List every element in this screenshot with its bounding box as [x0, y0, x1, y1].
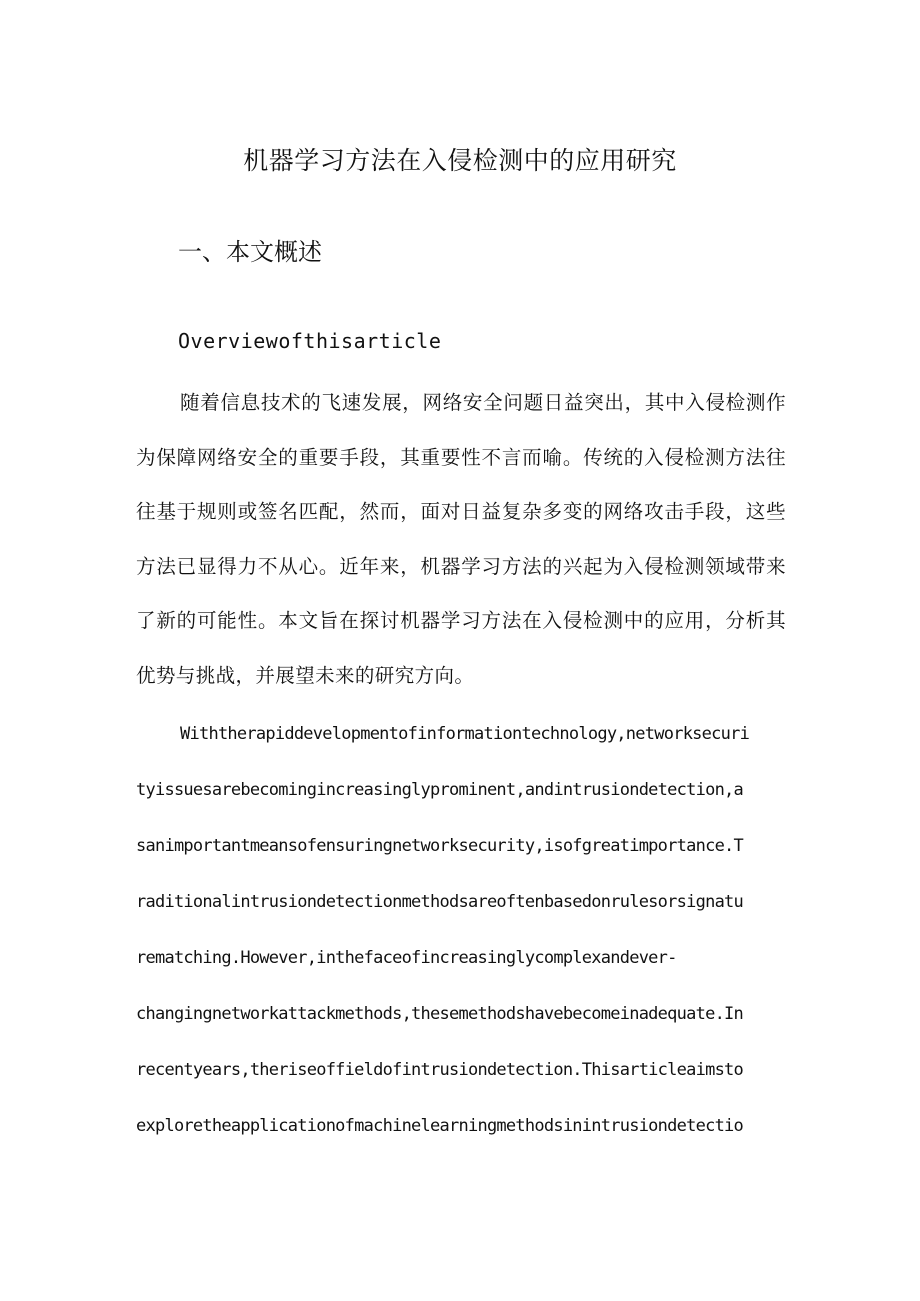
- english-line: recentyears,theriseoffieldofintrusiondetection.Thisarticleaimsto: [136, 1060, 744, 1080]
- section-heading: 一、本文概述: [178, 238, 322, 266]
- english-line: exploretheapplicationofmachinelearningmethodsinintrusiondetectio: [136, 1116, 744, 1136]
- english-line: raditionalintrusiondetectionmethodsareoftenbasedonrulesorsignatu: [136, 892, 744, 912]
- english-line: rematching.However,inthefaceofincreasinglycomplexandever-: [136, 948, 677, 968]
- english-line: changingnetworkattackmethods,thesemethodshavebecomeinadequate.In: [136, 1004, 744, 1024]
- english-line: tyissuesarebecomingincreasinglyprominent,andintrusiondetection,a: [136, 780, 744, 800]
- section-subheading: Overviewofthisarticle: [178, 329, 442, 353]
- english-line: sanimportantmeansofensuringnetworksecurity,isofgreatimportance.T: [136, 836, 744, 856]
- chinese-paragraph: 随着信息技术的飞速发展，网络安全问题日益突出，其中入侵检测作为保障网络安全的重要手段，其重要性不言而喻。传统的入侵检测方法往往基于规则或签名匹配，然而，面对日益复杂多变的网络攻击手段，这些方法已显得力不从心。近年来，机器学习方法的兴起为入侵检测领域带来了新的可能性。本文旨在探讨机器学习方法在入侵检测中的应用，分析其优势与挑战，并展望未来的研究方向。: [136, 391, 786, 687]
- english-line: Withtherapiddevelopmentofinformationtechnology,networksecuri: [180, 724, 750, 744]
- document-title: 机器学习方法在入侵检测中的应用研究: [243, 146, 677, 175]
